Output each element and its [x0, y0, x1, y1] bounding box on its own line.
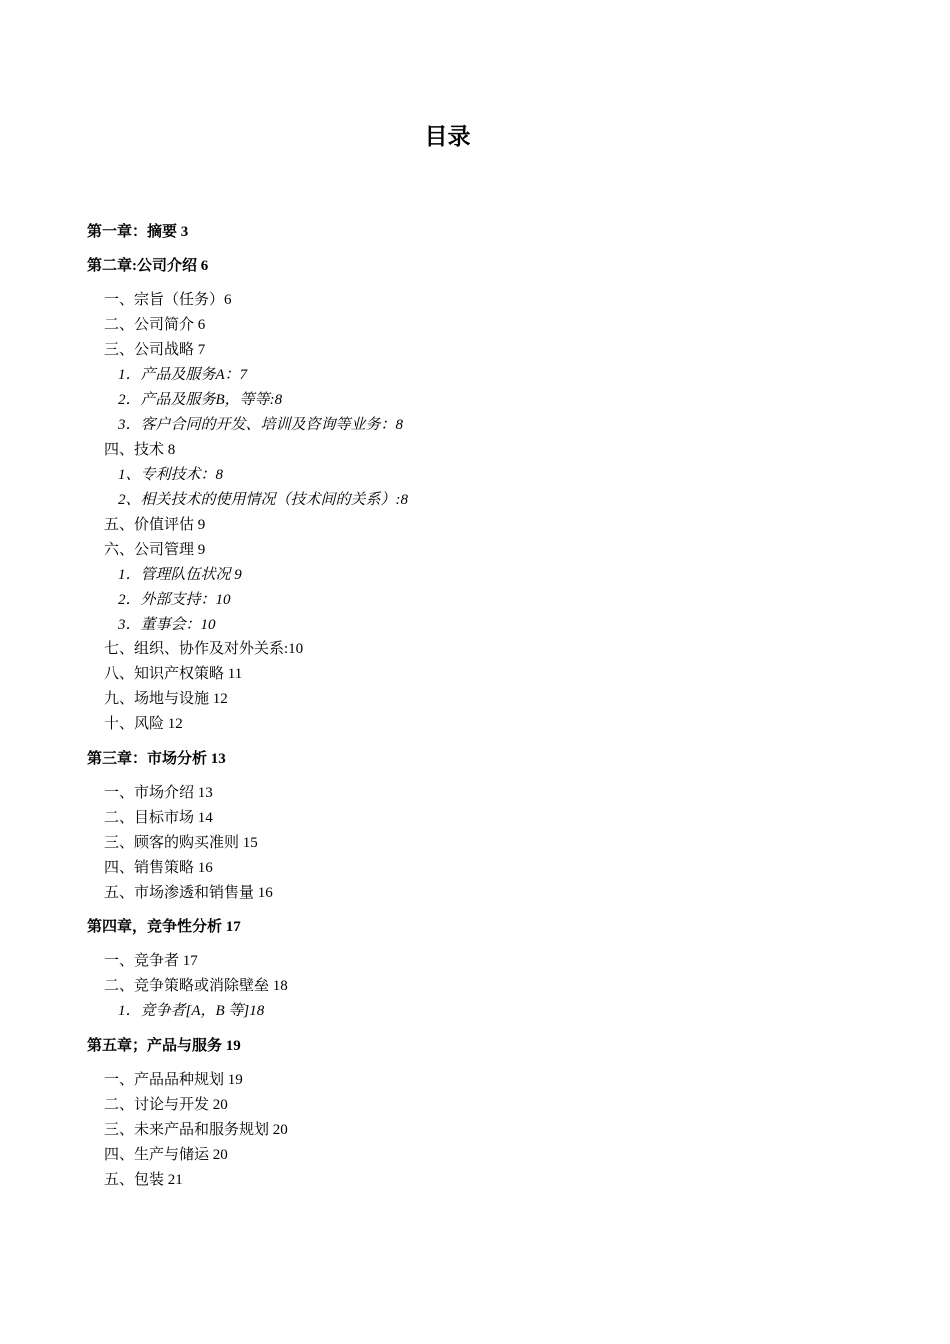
- toc-section[interactable]: 五、包装 21: [104, 1172, 183, 1188]
- toc-section[interactable]: 二、目标市场 14: [104, 810, 213, 826]
- toc-chapter-5[interactable]: 第五章；产品与服务 19: [87, 1038, 241, 1054]
- toc-section[interactable]: 四、生产与储运 20: [104, 1147, 228, 1163]
- toc-subsection[interactable]: 2．外部支持：10: [118, 592, 231, 608]
- toc-subsection[interactable]: 2、相关技术的使用情况（技术间的关系）:8: [118, 492, 408, 508]
- toc-section[interactable]: 二、讨论与开发 20: [104, 1097, 228, 1113]
- toc-subsection[interactable]: 3．客户合同的开发、培训及咨询等业务：8: [118, 417, 404, 433]
- toc-section[interactable]: 二、竞争策略或消除壁垒 18: [104, 978, 288, 994]
- toc-chapter-3[interactable]: 第三章：市场分析 13: [87, 751, 226, 767]
- toc-section[interactable]: 一、宗旨（任务）6: [104, 292, 232, 308]
- toc-section[interactable]: 三、未来产品和服务规划 20: [104, 1122, 288, 1138]
- page-title: 目录: [424, 124, 471, 150]
- toc-section[interactable]: 八、知识产权策略 11: [104, 666, 243, 682]
- toc-section[interactable]: 三、顾客的购买准则 15: [104, 835, 258, 851]
- toc-subsection[interactable]: 2．产品及服务B，等等:8: [118, 392, 283, 408]
- toc-section[interactable]: 五、市场渗透和销售量 16: [104, 885, 273, 901]
- toc-section[interactable]: 一、竞争者 17: [104, 953, 198, 969]
- toc-section[interactable]: 七、组织、协作及对外关系:10: [104, 641, 304, 657]
- toc-chapter-4[interactable]: 第四章，竞争性分析 17: [87, 919, 241, 935]
- toc-section[interactable]: 四、销售策略 16: [104, 860, 213, 876]
- toc-section[interactable]: 五、价值评估 9: [104, 517, 206, 533]
- toc-chapter-1[interactable]: 第一章：摘要 3: [87, 224, 189, 240]
- toc-section[interactable]: 二、公司简介 6: [104, 317, 206, 333]
- toc-section[interactable]: 十、风险 12: [104, 716, 183, 732]
- toc-subsection[interactable]: 3．董事会：10: [118, 617, 216, 633]
- toc-section[interactable]: 一、市场介绍 13: [104, 785, 213, 801]
- toc-section[interactable]: 一、产品品种规划 19: [104, 1072, 243, 1088]
- toc-section[interactable]: 三、公司战略 7: [104, 342, 206, 358]
- toc-chapter-2[interactable]: 第二章:公司介绍 6: [87, 258, 209, 274]
- toc-section[interactable]: 六、公司管理 9: [104, 542, 206, 558]
- toc-subsection[interactable]: 1．管理队伍状况 9: [118, 567, 242, 583]
- toc-section[interactable]: 四、技术 8: [104, 442, 176, 458]
- toc-section[interactable]: 九、场地与设施 12: [104, 691, 228, 707]
- toc-subsection[interactable]: 1、专利技术：8: [118, 467, 224, 483]
- toc-subsection[interactable]: 1．竞争者[A，B 等]18: [118, 1003, 265, 1019]
- toc-subsection[interactable]: 1．产品及服务A：7: [118, 367, 248, 383]
